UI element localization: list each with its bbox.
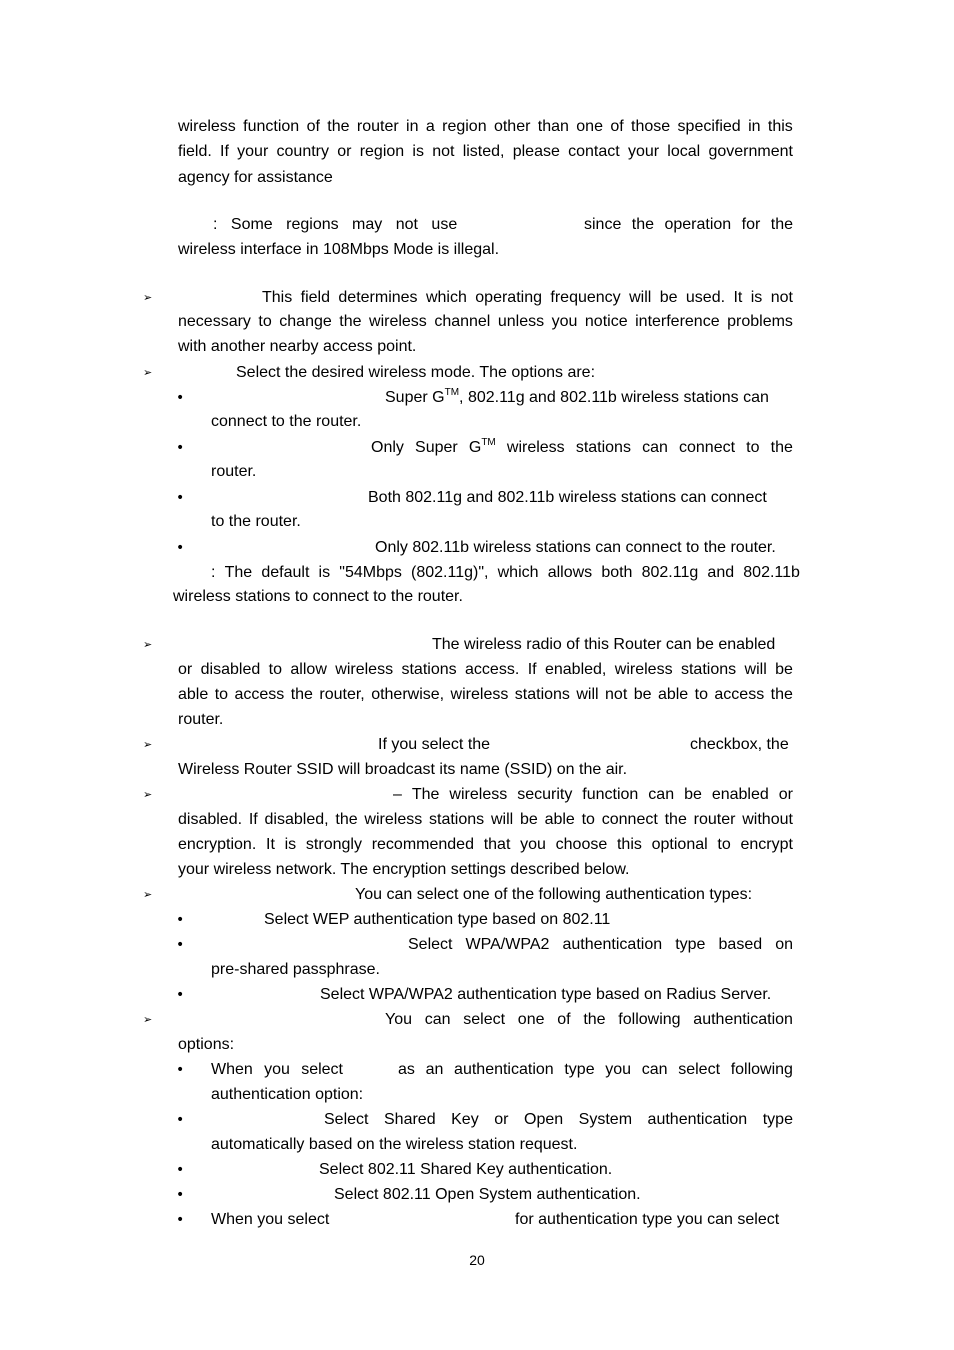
word: one — [517, 1011, 545, 1028]
word: is — [318, 564, 331, 581]
word: channel — [434, 313, 491, 330]
word: allows — [547, 564, 593, 581]
word: be — [684, 786, 702, 803]
bullet-icon: • — [176, 490, 185, 506]
bullet-icon: • — [176, 987, 185, 1003]
word: encryption. — [178, 836, 257, 853]
word: the — [335, 811, 358, 828]
word: the — [290, 686, 313, 703]
word: enabled, — [544, 661, 607, 678]
word: the — [327, 118, 350, 135]
word: used. — [685, 289, 726, 306]
word: If — [220, 143, 229, 160]
word: not — [432, 143, 455, 160]
word: The — [411, 786, 440, 803]
text-line: agency for assistance — [178, 169, 333, 186]
word: change — [279, 313, 332, 330]
word: interference — [635, 313, 720, 330]
arrow-bullet-icon: ➢ — [143, 1013, 153, 1026]
word: since — [584, 216, 622, 233]
word: able — [544, 811, 575, 828]
word: the — [631, 216, 655, 233]
word: will — [576, 686, 599, 703]
word: function — [243, 118, 300, 135]
text-line: Super G™, 802.11g and 802.11b wireless stations can — [385, 386, 769, 406]
word: in — [406, 118, 419, 135]
word: System — [578, 1111, 633, 1128]
text-line — [262, 288, 793, 308]
word: – — [393, 786, 402, 803]
bullet-icon: • — [176, 390, 185, 406]
text-line: authentication option: — [211, 1086, 364, 1103]
word: based — [718, 936, 763, 953]
word: wireless — [364, 811, 423, 828]
word: frequency — [550, 289, 621, 306]
word: Select — [408, 936, 453, 953]
text-line — [178, 312, 793, 332]
word: otherwise, — [371, 686, 445, 703]
word: access — [234, 686, 285, 703]
word: stations — [514, 686, 570, 703]
word: can — [424, 1011, 451, 1028]
word: type — [564, 1061, 595, 1078]
word: field. — [178, 143, 212, 160]
word: please — [512, 143, 560, 160]
word: Select — [324, 1111, 369, 1128]
word: will — [629, 289, 652, 306]
word: default — [261, 564, 310, 581]
text-line: router. — [178, 711, 224, 728]
text-line: router. — [211, 463, 257, 480]
word: stations — [401, 661, 457, 678]
text-line — [385, 1010, 793, 1030]
word: Open — [524, 1111, 564, 1128]
bullet-icon: • — [176, 1112, 185, 1128]
word: problems — [727, 313, 793, 330]
word: or — [178, 661, 193, 678]
word: to — [694, 686, 708, 703]
word: stations — [680, 661, 737, 678]
word: select — [678, 1061, 721, 1078]
word: you — [605, 1061, 632, 1078]
word: authentication — [454, 1061, 554, 1078]
word: select — [463, 1011, 506, 1028]
word: Key — [451, 1111, 479, 1128]
text-line: connect to the router. — [211, 413, 362, 430]
word: security — [517, 786, 573, 803]
bullet-icon: • — [176, 1162, 185, 1178]
arrow-bullet-icon: ➢ — [143, 638, 153, 651]
word: to — [581, 811, 595, 828]
word: disabled. — [178, 811, 243, 828]
text-line: Select WEP authentication type based on 802.11 — [264, 911, 611, 928]
word: both — [601, 564, 633, 581]
word: WPA/WPA2 — [465, 936, 550, 953]
word: to — [214, 686, 229, 703]
word: encrypt — [740, 836, 793, 853]
word: is — [750, 289, 763, 306]
text-line — [178, 835, 793, 855]
word: local — [667, 143, 701, 160]
word: which — [497, 564, 539, 581]
text-line — [178, 660, 793, 680]
word: Shared — [384, 1111, 436, 1128]
word: your — [627, 143, 660, 160]
word: specified — [677, 118, 741, 135]
word: router — [693, 811, 736, 828]
word: the — [770, 686, 793, 703]
word: in — [748, 118, 761, 135]
text-line — [408, 935, 793, 955]
word: operating — [475, 289, 542, 306]
text-line — [324, 1110, 793, 1130]
text-line: wireless stations to connect to the router. — [173, 588, 463, 605]
word: type — [675, 936, 706, 953]
word: the — [339, 313, 362, 330]
word: function — [582, 786, 639, 803]
word: unless — [497, 313, 545, 330]
word: necessary — [178, 313, 251, 330]
word: on — [775, 936, 793, 953]
word: connect — [601, 811, 658, 828]
word: one — [576, 118, 603, 135]
word: for — [741, 216, 761, 233]
text-line — [398, 1060, 793, 1080]
text-line — [584, 215, 793, 235]
bullet-icon: • — [176, 912, 185, 928]
word: can — [641, 1061, 668, 1078]
word: able — [178, 686, 209, 703]
word: This — [262, 289, 293, 306]
word: will — [490, 811, 514, 828]
word: wireless — [335, 661, 394, 678]
word: to — [258, 313, 272, 330]
word: authentication — [647, 1111, 748, 1128]
word: : — [211, 564, 216, 581]
word: is — [284, 836, 297, 853]
text-line: pre-shared passphrase. — [211, 961, 380, 978]
text-line: Select 802.11 Shared Key authentication. — [319, 1161, 613, 1178]
word: access — [714, 686, 765, 703]
word: which — [425, 289, 467, 306]
word: than — [537, 118, 569, 135]
word: without — [742, 811, 793, 828]
word: optional — [651, 836, 708, 853]
arrow-bullet-icon: ➢ — [143, 888, 153, 901]
word: and — [707, 564, 735, 581]
arrow-bullet-icon: ➢ — [143, 738, 153, 751]
word: It — [266, 836, 275, 853]
word: choose — [555, 836, 608, 853]
word: government — [708, 143, 793, 160]
word: not — [770, 289, 793, 306]
word: be — [659, 289, 678, 306]
word: When — [211, 1061, 253, 1078]
text-line: Wireless Router SSID will broadcast its name (SSID) on the air. — [178, 761, 628, 778]
word: wireless — [449, 786, 508, 803]
word: stations — [429, 811, 485, 828]
text-line: for authentication type you can select — [515, 1211, 780, 1228]
word: access. — [465, 661, 520, 678]
word: 802.11b — [743, 564, 800, 581]
bullet-icon: • — [176, 540, 185, 556]
word: 802.11g — [641, 564, 699, 581]
word: field — [300, 289, 330, 306]
text-line — [178, 117, 793, 137]
word: region — [442, 118, 487, 135]
arrow-bullet-icon: ➢ — [143, 291, 153, 304]
word: wireless — [178, 118, 236, 135]
arrow-bullet-icon: ➢ — [143, 366, 153, 379]
word: following — [618, 1011, 681, 1028]
text-line: If you select the — [378, 736, 491, 753]
word: select — [301, 1061, 343, 1078]
word: or — [337, 143, 352, 160]
text-line: Both 802.11g and 802.11b wireless stations can connect — [368, 489, 767, 506]
text-line: with another nearby access point. — [178, 338, 417, 355]
word: wireless — [450, 686, 509, 703]
word: If — [248, 811, 258, 828]
note-text — [211, 563, 800, 583]
text-line: checkbox, the — [690, 736, 789, 753]
word: able — [657, 686, 689, 703]
bullet-icon: • — [176, 937, 185, 953]
arrow-bullet-icon: ➢ — [143, 788, 153, 801]
word: or — [494, 1111, 509, 1128]
word: the — [770, 216, 793, 233]
word: The — [224, 564, 253, 581]
text-line: options: — [178, 1036, 235, 1053]
word: It — [733, 289, 743, 306]
word: authentication — [693, 1011, 793, 1028]
bullet-icon: • — [176, 1187, 185, 1203]
word: not — [605, 686, 628, 703]
text-line — [178, 810, 793, 830]
text-line — [211, 1060, 343, 1080]
word: is — [412, 143, 424, 160]
word: enabled — [711, 786, 769, 803]
text-line: Only Super G™ wireless stations can connect to the — [371, 436, 793, 456]
word: can — [648, 786, 675, 803]
word: You — [385, 1011, 412, 1028]
word: If — [527, 661, 537, 678]
word: router, — [319, 686, 365, 703]
word: that — [483, 836, 511, 853]
word: those — [631, 118, 671, 135]
word: disabled — [200, 661, 261, 678]
text-line: Only 802.11b wireless stations can connect to the router. — [375, 539, 776, 556]
word: allow — [290, 661, 327, 678]
word: you — [520, 836, 546, 853]
word: will — [744, 661, 767, 678]
word: wireless — [369, 313, 427, 330]
text-line: You can select one of the following authentication types: — [355, 886, 753, 903]
word: of — [306, 118, 320, 135]
word: notice — [584, 313, 628, 330]
word: type — [762, 1111, 793, 1128]
word: be — [633, 686, 652, 703]
bullet-icon: • — [176, 1212, 185, 1228]
text-line: to the router. — [211, 513, 301, 530]
word: strongly — [305, 836, 362, 853]
word: contact — [568, 143, 620, 160]
word: you — [264, 1061, 290, 1078]
word: a — [425, 118, 435, 135]
word: of — [557, 1011, 571, 1028]
text-line: The wireless radio of this Router can be enabled — [432, 636, 776, 653]
word: authentication — [562, 936, 663, 953]
text-line: Select the desired wireless mode. The options are: — [236, 364, 596, 381]
note-text: : Some regions may not use — [213, 216, 458, 233]
word: be — [519, 811, 538, 828]
word: to — [717, 836, 731, 853]
word: an — [425, 1061, 444, 1078]
word: to — [268, 661, 282, 678]
word: the — [664, 811, 687, 828]
word: this — [767, 118, 793, 135]
word: following — [730, 1061, 793, 1078]
text-line — [178, 685, 793, 705]
word: of — [610, 118, 624, 135]
word: other — [493, 118, 531, 135]
word: disabled, — [264, 811, 329, 828]
word: operation — [664, 216, 732, 233]
word: country — [276, 143, 329, 160]
word: (802.11g)", — [411, 564, 489, 581]
word: you — [551, 313, 578, 330]
page-number: 20 — [469, 1252, 485, 1268]
bullet-icon: • — [176, 1062, 185, 1078]
word: your — [237, 143, 269, 160]
text-line: wireless interface in 108Mbps Mode is illegal. — [178, 241, 500, 258]
word: region — [359, 143, 405, 160]
word: "54Mbps — [339, 564, 402, 581]
word: as — [398, 1061, 415, 1078]
word: listed, — [462, 143, 505, 160]
word: wireless — [614, 661, 673, 678]
word: be — [775, 661, 793, 678]
word: this — [616, 836, 642, 853]
text-line: automatically based on the wireless station request. — [211, 1136, 578, 1153]
word: or — [778, 786, 793, 803]
word: recommended — [371, 836, 474, 853]
text-line: When you select — [211, 1211, 330, 1228]
text-line: your wireless network. The encryption settings described below. — [178, 861, 630, 878]
text-line: Select WPA/WPA2 authentication type based on Radius Server. — [320, 986, 772, 1003]
word: determines — [338, 289, 418, 306]
bullet-icon: • — [176, 440, 185, 456]
word: the — [583, 1011, 606, 1028]
text-line: Select 802.11 Open System authentication. — [334, 1186, 641, 1203]
text-line — [393, 785, 793, 805]
word: router — [356, 118, 399, 135]
text-line — [178, 142, 793, 162]
